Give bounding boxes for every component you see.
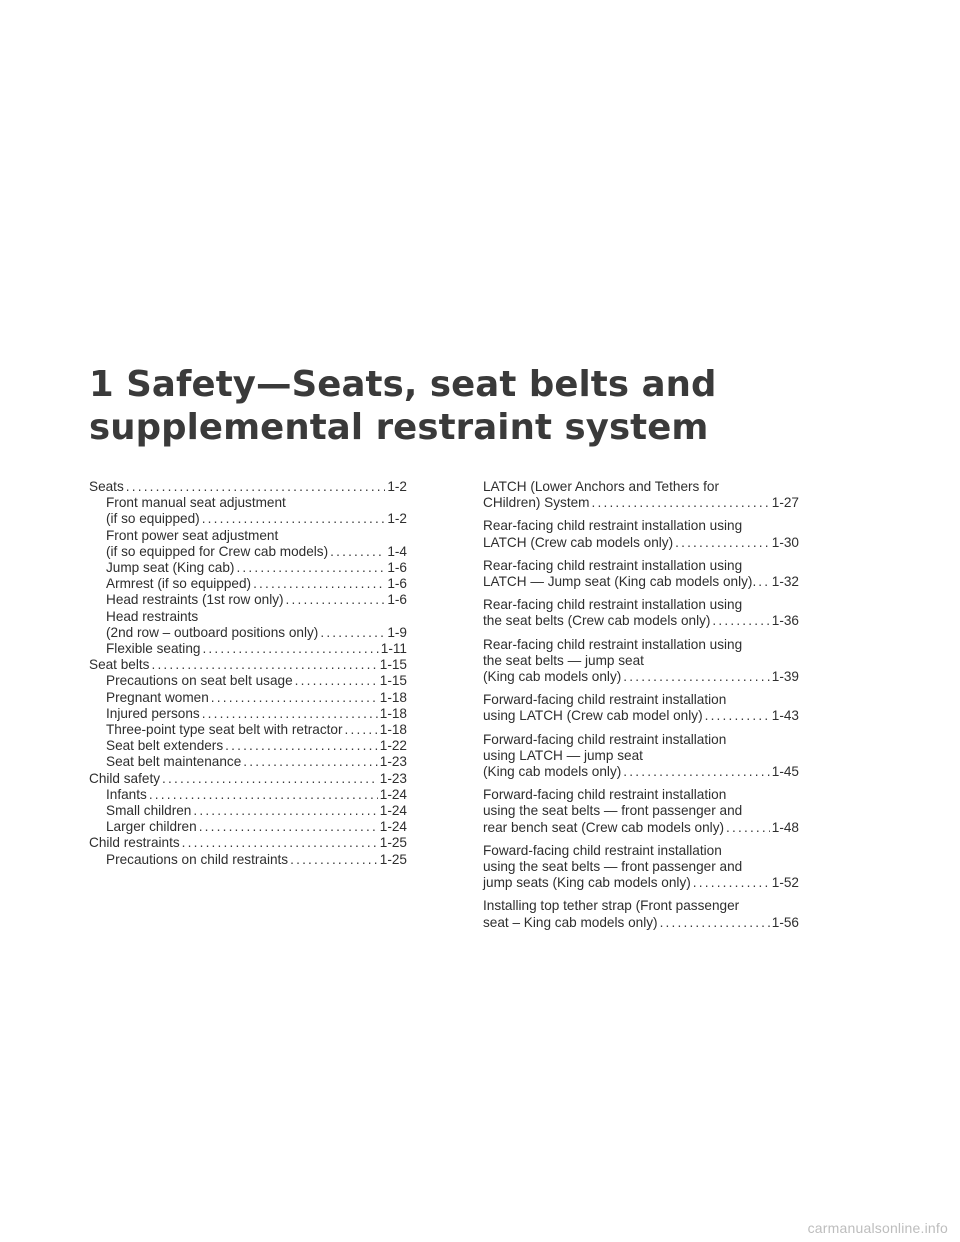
toc-entry[interactable] xyxy=(89,641,407,657)
toc-entry-leader-row xyxy=(106,592,407,608)
toc-page-number: 1-52 xyxy=(771,875,799,891)
toc-entry-text: Forward-facing child restraint installation xyxy=(483,787,727,803)
toc-entry-leader-row xyxy=(106,625,407,641)
toc-page-number: 1-24 xyxy=(379,803,407,819)
dot-leader xyxy=(295,673,378,689)
toc-entry-leader-row xyxy=(106,738,407,754)
toc-entry-leader-row xyxy=(106,852,407,868)
dot-leader xyxy=(243,754,378,770)
dot-leader xyxy=(202,641,378,657)
toc-entry[interactable] xyxy=(89,479,407,495)
dot-leader xyxy=(320,625,385,641)
toc-page-number: 1-18 xyxy=(379,722,407,738)
toc-page-number: 1-39 xyxy=(771,669,799,685)
toc-entry[interactable] xyxy=(89,528,407,560)
toc-entry-leader-row xyxy=(483,875,799,891)
toc-entry-text: using the seat belts — front passenger and xyxy=(483,859,743,875)
toc-entry-text: Rear-facing child restraint installation using xyxy=(483,557,743,573)
toc-page-number: 1-2 xyxy=(387,479,407,494)
toc-entry-text: (King cab models only) xyxy=(483,764,622,780)
toc-page-number: 1-6 xyxy=(387,592,407,608)
toc-entry-text: rear bench seat (Crew cab models only) xyxy=(483,819,725,835)
toc-entry-leader-row xyxy=(483,820,799,836)
toc-page-number: 1-45 xyxy=(771,764,799,780)
dot-leader xyxy=(193,803,377,819)
dot-leader xyxy=(162,771,378,787)
toc-entry[interactable] xyxy=(89,835,407,851)
toc-entry-leader-row xyxy=(106,690,407,706)
toc-entry[interactable] xyxy=(483,732,799,781)
toc-entry[interactable] xyxy=(483,692,799,724)
toc-entry[interactable] xyxy=(89,852,407,868)
toc-entry-text: the seat belts — jump seat xyxy=(483,652,644,668)
toc-entry-text: the seat belts (Crew cab models only) xyxy=(483,613,711,629)
toc-entry-leader-row xyxy=(106,544,407,560)
toc-entry-leader-row xyxy=(483,495,799,511)
toc-entry-leader-row xyxy=(106,754,407,770)
toc-entry-leader-row xyxy=(106,641,407,657)
toc-entry-text: Seats xyxy=(89,479,124,494)
toc-entry-leader-row xyxy=(106,803,407,819)
toc-entry[interactable] xyxy=(89,657,407,673)
toc-entry-leader-row xyxy=(106,560,407,576)
toc-entry-text: Small children xyxy=(106,803,192,819)
toc-page-number: 1-48 xyxy=(771,819,799,835)
toc-entry-text: CHildren) System xyxy=(483,495,590,511)
toc-entry[interactable] xyxy=(89,592,407,608)
toc-entry-text: (if so equipped) xyxy=(106,511,200,527)
toc-page-number: 1-15 xyxy=(379,673,407,689)
toc-entry-leader-row xyxy=(483,915,799,931)
toc-entry-text: using LATCH (Crew cab model only) xyxy=(483,708,703,724)
toc-page-number: 1-43 xyxy=(771,708,799,724)
toc-entry[interactable] xyxy=(483,637,799,686)
toc-entry-text: Pregnant women xyxy=(106,689,209,705)
toc-entry-text: Three-point type seat belt with retractor xyxy=(106,722,343,738)
dot-leader xyxy=(202,706,378,722)
dot-leader xyxy=(705,708,770,724)
toc-page-number: 1-32 xyxy=(771,574,799,590)
toc-entry-leader-row xyxy=(483,669,799,685)
toc-entry-leader-row xyxy=(89,771,407,787)
toc-entry[interactable] xyxy=(89,706,407,722)
toc-entry-leader-row xyxy=(89,657,407,673)
toc-entry-text: Infants xyxy=(106,786,147,802)
dot-leader xyxy=(151,657,377,673)
dot-leader xyxy=(726,820,770,836)
toc-page-number: 1-15 xyxy=(379,657,407,673)
toc-page-number: 1-24 xyxy=(379,786,407,802)
toc-entry-text: Front power seat adjustment xyxy=(106,527,279,543)
toc-entry-text: Rear-facing child restraint installation using xyxy=(483,597,743,613)
toc-entry-leader-row xyxy=(483,574,799,590)
toc-entry-text: Installing top tether strap (Front passenger xyxy=(483,898,740,914)
toc-entry-text: (if so equipped for Crew cab models) xyxy=(106,543,329,559)
toc-entry[interactable] xyxy=(483,787,799,836)
toc-entry-leader-row xyxy=(483,535,799,551)
toc-entry-text: (2nd row – outboard positions only) xyxy=(106,624,319,640)
chapter-title-line-1: 1 Safety—Seats, seat belts and xyxy=(89,364,717,405)
toc-entry[interactable] xyxy=(483,843,799,892)
toc-entry[interactable] xyxy=(483,518,799,550)
toc-entry-text: Larger children xyxy=(106,819,197,835)
toc-entry-text: Seat belt extenders xyxy=(106,738,224,754)
dot-leader xyxy=(202,511,386,527)
dot-leader xyxy=(290,852,378,868)
toc-entry-text: Injured persons xyxy=(106,705,200,721)
toc-page-number: 1-24 xyxy=(379,819,407,835)
toc-entry[interactable] xyxy=(89,738,407,754)
toc-entry-text: Precautions on child restraints xyxy=(106,851,289,867)
toc-entry-text: Jump seat (King cab) xyxy=(106,560,235,576)
toc-entry[interactable] xyxy=(89,576,407,592)
toc-entry-leader-row xyxy=(89,835,407,851)
toc-entry[interactable] xyxy=(89,722,407,738)
toc-entry-text: Child safety xyxy=(89,770,161,786)
toc-entry-text: Head restraints (1st row only) xyxy=(106,592,284,608)
toc-right-column xyxy=(483,479,799,938)
watermark-text: carmanualsonline.info xyxy=(807,1220,948,1236)
toc-entry-text: Head restraints xyxy=(106,608,199,624)
dot-leader xyxy=(182,835,378,851)
toc-entry-text: Flexible seating xyxy=(106,641,201,657)
dot-leader xyxy=(126,479,386,495)
chapter-title xyxy=(89,363,889,449)
toc-entry-leader-row xyxy=(106,722,407,738)
toc-entry-text: jump seats (King cab models only) xyxy=(483,875,691,891)
toc-entry-leader-row xyxy=(483,764,799,780)
toc-entry[interactable] xyxy=(89,819,407,835)
dot-leader xyxy=(712,613,769,629)
toc-entry-leader-row xyxy=(106,511,407,527)
toc-entry-text: LATCH (Lower Anchors and Tethers for xyxy=(483,479,719,494)
toc-page-number: 1-56 xyxy=(771,914,799,930)
toc-entry-text: Rear-facing child restraint installation using xyxy=(483,636,743,652)
dot-leader xyxy=(693,875,770,891)
toc-entry-text: Forward-facing child restraint installation xyxy=(483,692,727,708)
dot-leader xyxy=(660,915,770,931)
toc-entry-text: Seat belt maintenance xyxy=(106,754,242,770)
toc-page-number: 1-23 xyxy=(379,754,407,770)
dot-leader xyxy=(758,574,770,590)
toc-page-number: 1-18 xyxy=(379,705,407,721)
toc-entry[interactable] xyxy=(89,771,407,787)
toc-entry-leader-row xyxy=(106,576,407,592)
toc-entry[interactable] xyxy=(89,673,407,689)
toc-page-number: 1-11 xyxy=(380,641,407,657)
toc-entry-text: Forward-facing child restraint installation xyxy=(483,731,727,747)
toc-entry-text: Front manual seat adjustment xyxy=(106,495,286,511)
toc-page-number: 1-30 xyxy=(771,534,799,550)
dot-leader xyxy=(592,495,770,511)
toc-entry-leader-row xyxy=(89,479,407,495)
toc-entry-text: using the seat belts — front passenger and xyxy=(483,803,743,819)
toc-page-number: 1-6 xyxy=(387,560,407,576)
toc-entry-text: LATCH (Crew cab models only) xyxy=(483,534,674,550)
dot-leader xyxy=(675,535,770,551)
toc-entry[interactable] xyxy=(89,787,407,803)
toc-page-number: 1-2 xyxy=(387,511,407,527)
toc-page-number: 1-6 xyxy=(387,576,407,592)
toc-entry[interactable] xyxy=(483,898,799,930)
toc-entry[interactable] xyxy=(89,803,407,819)
toc-entry-leader-row xyxy=(483,708,799,724)
toc-page-number: 1-27 xyxy=(771,495,799,511)
toc-entry[interactable] xyxy=(483,558,799,590)
toc-entry-text: Child restraints xyxy=(89,835,180,851)
dot-leader xyxy=(623,764,770,780)
toc-entry-leader-row xyxy=(106,787,407,803)
toc-page-number: 1-22 xyxy=(379,738,407,754)
toc-entry-leader-row xyxy=(106,706,407,722)
dot-leader xyxy=(225,738,378,754)
toc-left-column xyxy=(89,479,407,868)
toc-entry-text: Armrest (if so equipped) xyxy=(106,576,252,592)
toc-entry[interactable] xyxy=(89,609,407,641)
toc-entry-text: Foward-facing child restraint installation xyxy=(483,842,722,858)
toc-page-number: 1-9 xyxy=(387,624,407,640)
toc-page-number: 1-36 xyxy=(771,613,799,629)
toc-entry[interactable] xyxy=(89,754,407,770)
toc-page-number: 1-18 xyxy=(379,689,407,705)
dot-leader xyxy=(286,592,386,608)
dot-leader xyxy=(253,576,385,592)
dot-leader xyxy=(345,722,378,738)
toc-entry[interactable] xyxy=(89,560,407,576)
toc-entry[interactable] xyxy=(89,495,407,527)
toc-page-number: 1-23 xyxy=(379,770,407,786)
dot-leader xyxy=(236,560,385,576)
toc-entry[interactable] xyxy=(483,597,799,629)
toc-page-number: 1-4 xyxy=(387,543,407,559)
toc-page-number: 1-25 xyxy=(379,851,407,867)
dot-leader xyxy=(211,690,378,706)
toc-entry[interactable] xyxy=(483,479,799,511)
toc-entry[interactable] xyxy=(89,690,407,706)
toc-entry-leader-row xyxy=(106,819,407,835)
dot-leader xyxy=(199,819,378,835)
toc-entry-text: Rear-facing child restraint installation using xyxy=(483,518,743,534)
dot-leader xyxy=(330,544,385,560)
toc-entry-leader-row xyxy=(483,613,799,629)
toc-entry-text: seat – King cab models only) xyxy=(483,914,658,930)
toc-entry-leader-row xyxy=(106,673,407,689)
toc-entry-text: LATCH — Jump seat (King cab models only). xyxy=(483,574,757,590)
toc-entry-text: Precautions on seat belt usage xyxy=(106,673,293,689)
dot-leader xyxy=(623,669,770,685)
toc-entry-text: (King cab models only) xyxy=(483,669,622,685)
toc-page-number: 1-25 xyxy=(379,835,407,851)
toc-entry-text: Seat belts xyxy=(89,657,150,673)
toc-entry-text: using LATCH — jump seat xyxy=(483,747,643,763)
dot-leader xyxy=(149,787,378,803)
chapter-title-line-2: supplemental restraint system xyxy=(89,407,709,448)
